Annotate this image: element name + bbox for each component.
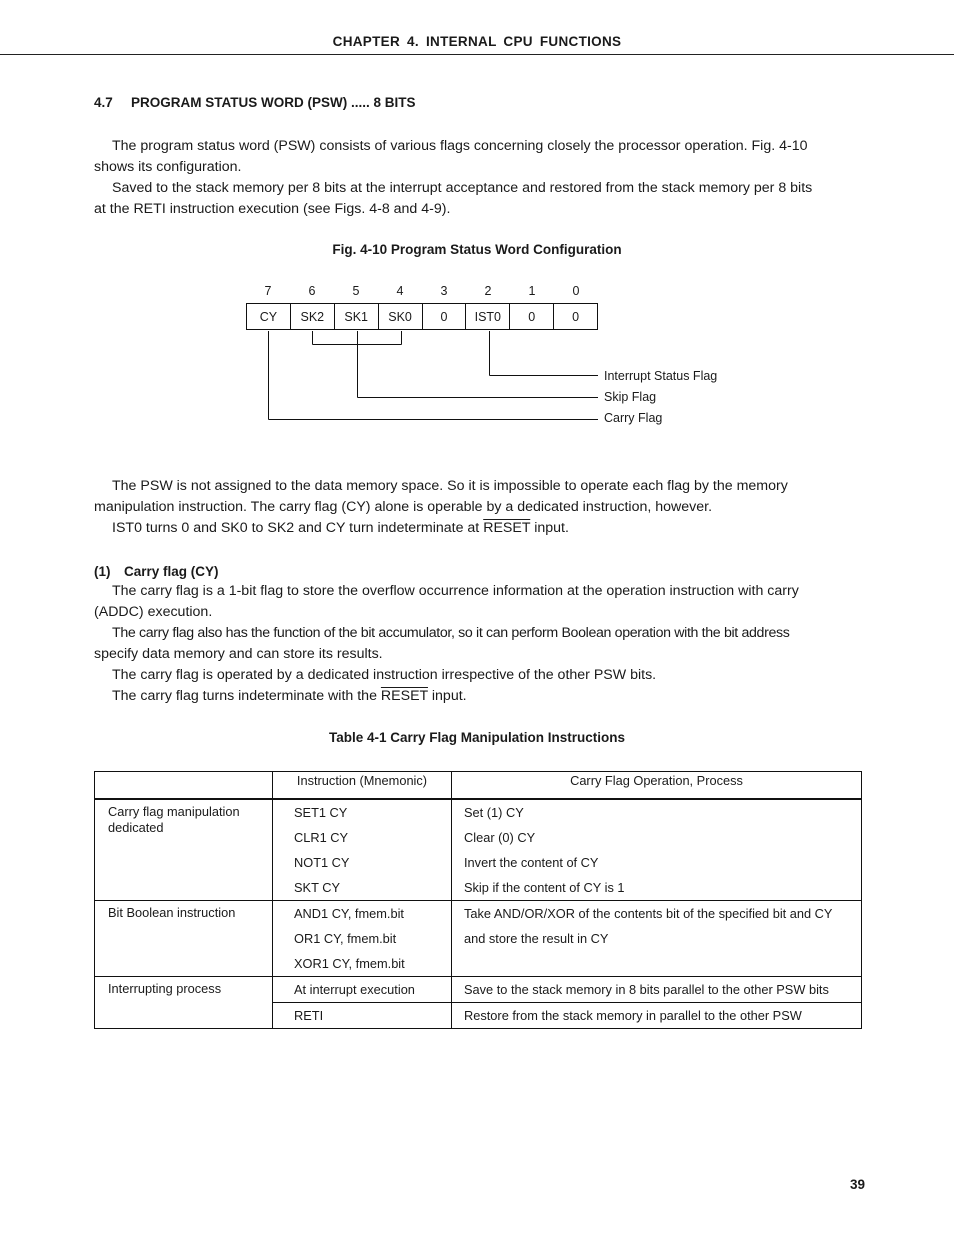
operation-text: Save to the stack memory in 8 bits parallel to the other PSW bits <box>464 982 829 997</box>
carry-p1-line1: The carry flag is a 1-bit flag to store the overflow occurrence information at the operation instruction with carry <box>112 583 799 599</box>
carry-paragraphs <box>94 581 861 707</box>
bit-number: 3 <box>440 284 448 298</box>
operation-text: Restore from the stack memory in parallel to the other PSW <box>464 1008 802 1023</box>
intro-p1-line1: The program status word (PSW) consists of various flags concerning closely the processor operation. Fig. 4-10 <box>112 138 808 154</box>
category-cell <box>95 977 273 1029</box>
operation-cell <box>452 799 862 901</box>
instruction-mnemonic: NOT1 CY <box>294 855 350 870</box>
psw-cell-cy: CY <box>247 304 291 329</box>
operation-text: Set (1) CY <box>464 805 524 820</box>
instruction-mnemonic: At interrupt execution <box>294 982 415 997</box>
carry-flag-label: Carry Flag <box>604 411 663 425</box>
bit-number: 2 <box>484 284 492 298</box>
instruction-mnemonic: OR1 CY, fmem.bit <box>294 931 397 946</box>
psw-note-line3-post: input. <box>530 520 569 536</box>
psw-note-paragraph <box>94 476 861 539</box>
category-cell <box>95 901 273 977</box>
psw-connector-lines <box>0 0 954 440</box>
instruction-cell <box>273 1003 452 1029</box>
bit-number: 6 <box>308 284 316 298</box>
table-row <box>95 799 862 901</box>
carry-subsection-title <box>94 564 219 579</box>
reset-signal: RESET <box>483 520 531 536</box>
instruction-cell <box>273 901 452 977</box>
intro-p1-line2: shows its configuration. <box>94 159 242 175</box>
psw-cell-sk0: SK0 <box>379 304 423 329</box>
carry-p2-line1: The carry flag also has the function of the bit accumulator, so it can perform Boolean operation with the bit address <box>112 625 790 641</box>
category-text: Interrupting process <box>108 981 222 996</box>
page-number: 39 <box>850 1177 866 1192</box>
psw-note-line1: The PSW is not assigned to the data memory space. So it is impossible to operate each flag by the memory <box>112 478 788 494</box>
category-text: Carry flag manipulation <box>108 804 240 819</box>
carry-p1-line2: (ADDC) execution. <box>94 604 213 620</box>
operation-text: Skip if the content of CY is 1 <box>464 880 625 895</box>
table-header-cell: Instruction (Mnemonic) <box>273 772 452 800</box>
instruction-mnemonic: AND1 CY, fmem.bit <box>294 906 404 921</box>
table-header-row <box>95 772 862 800</box>
intro-p2-line2: at the RETI instruction execution (see Figs. 4-8 and 4-9). <box>94 201 451 217</box>
carry-subsection-number: (1) <box>94 564 111 579</box>
operation-cell <box>452 1003 862 1029</box>
category-cell <box>95 799 273 901</box>
carry-flag-table <box>94 771 862 1029</box>
section-title-text: PROGRAM STATUS WORD (PSW) ..... 8 BITS <box>131 95 416 110</box>
instruction-mnemonic: CLR1 CY <box>294 830 349 845</box>
carry-p3: The carry flag is operated by a dedicated instruction irrespective of the other PSW bits. <box>112 667 657 683</box>
psw-cell-ist0: IST0 <box>466 304 510 329</box>
figure-title: Fig. 4-10 Program Status Word Configuration <box>332 242 622 257</box>
operation-cell <box>452 977 862 1003</box>
section-number: 4.7 <box>94 95 113 110</box>
carry-p2-line2: specify data memory and can store its results. <box>94 646 383 662</box>
operation-text: Invert the content of CY <box>464 855 599 870</box>
psw-cell-bit3: 0 <box>423 304 467 329</box>
category-text: Bit Boolean instruction <box>108 905 236 920</box>
psw-cell-bit1: 0 <box>510 304 554 329</box>
operation-text: and store the result in CY <box>464 931 609 946</box>
table-header-cell <box>95 772 273 800</box>
intro-p2-line1: Saved to the stack memory per 8 bits at the interrupt acceptance and restored from the stack memory per 8 bits <box>112 180 813 196</box>
carry-p4-post: input. <box>427 688 467 704</box>
instruction-mnemonic: SET1 CY <box>294 805 348 820</box>
operation-cell <box>452 901 862 977</box>
category-text: dedicated <box>108 820 164 835</box>
psw-cell-bit0: 0 <box>572 310 580 324</box>
instruction-mnemonic: XOR1 CY, fmem.bit <box>294 956 405 971</box>
reset-signal: RESET <box>380 688 428 704</box>
bit-number: 4 <box>396 284 404 298</box>
instruction-mnemonic: SKT CY <box>294 880 340 895</box>
interrupt-status-flag-label: Interrupt Status Flag <box>604 369 718 383</box>
instruction-cell <box>273 799 452 901</box>
bit-number: 0 <box>572 284 580 298</box>
table-row <box>95 901 862 977</box>
psw-note-line3-pre: IST0 turns 0 and SK0 to SK2 and CY turn indeterminate at <box>112 520 484 536</box>
table-header-cell: Carry Flag Operation, Process <box>452 772 862 800</box>
bit-number: 1 <box>528 284 536 298</box>
operation-text: Take AND/OR/XOR of the contents bit of the specified bit and CY <box>464 906 833 921</box>
instruction-mnemonic: RETI <box>294 1008 324 1023</box>
table-row <box>95 977 862 1003</box>
bit-number: 5 <box>352 284 360 298</box>
psw-note-line2: manipulation instruction. The carry flag (CY) alone is operable by a dedicated instruction, however. <box>94 499 713 515</box>
operation-text: Clear (0) CY <box>464 830 536 845</box>
psw-cell-sk2: SK2 <box>291 304 335 329</box>
bit-number: 7 <box>264 284 272 298</box>
instruction-cell <box>273 977 452 1003</box>
carry-p4-pre: The carry flag turns indeterminate with the <box>112 688 381 704</box>
skip-flag-label: Skip Flag <box>604 390 657 404</box>
chapter-header: CHAPTER 4. INTERNAL CPU FUNCTIONS <box>332 34 622 49</box>
psw-cell-sk1: SK1 <box>335 304 379 329</box>
table-title: Table 4-1 Carry Flag Manipulation Instructions <box>328 730 626 745</box>
carry-subsection-title-text: Carry flag (CY) <box>124 564 219 579</box>
